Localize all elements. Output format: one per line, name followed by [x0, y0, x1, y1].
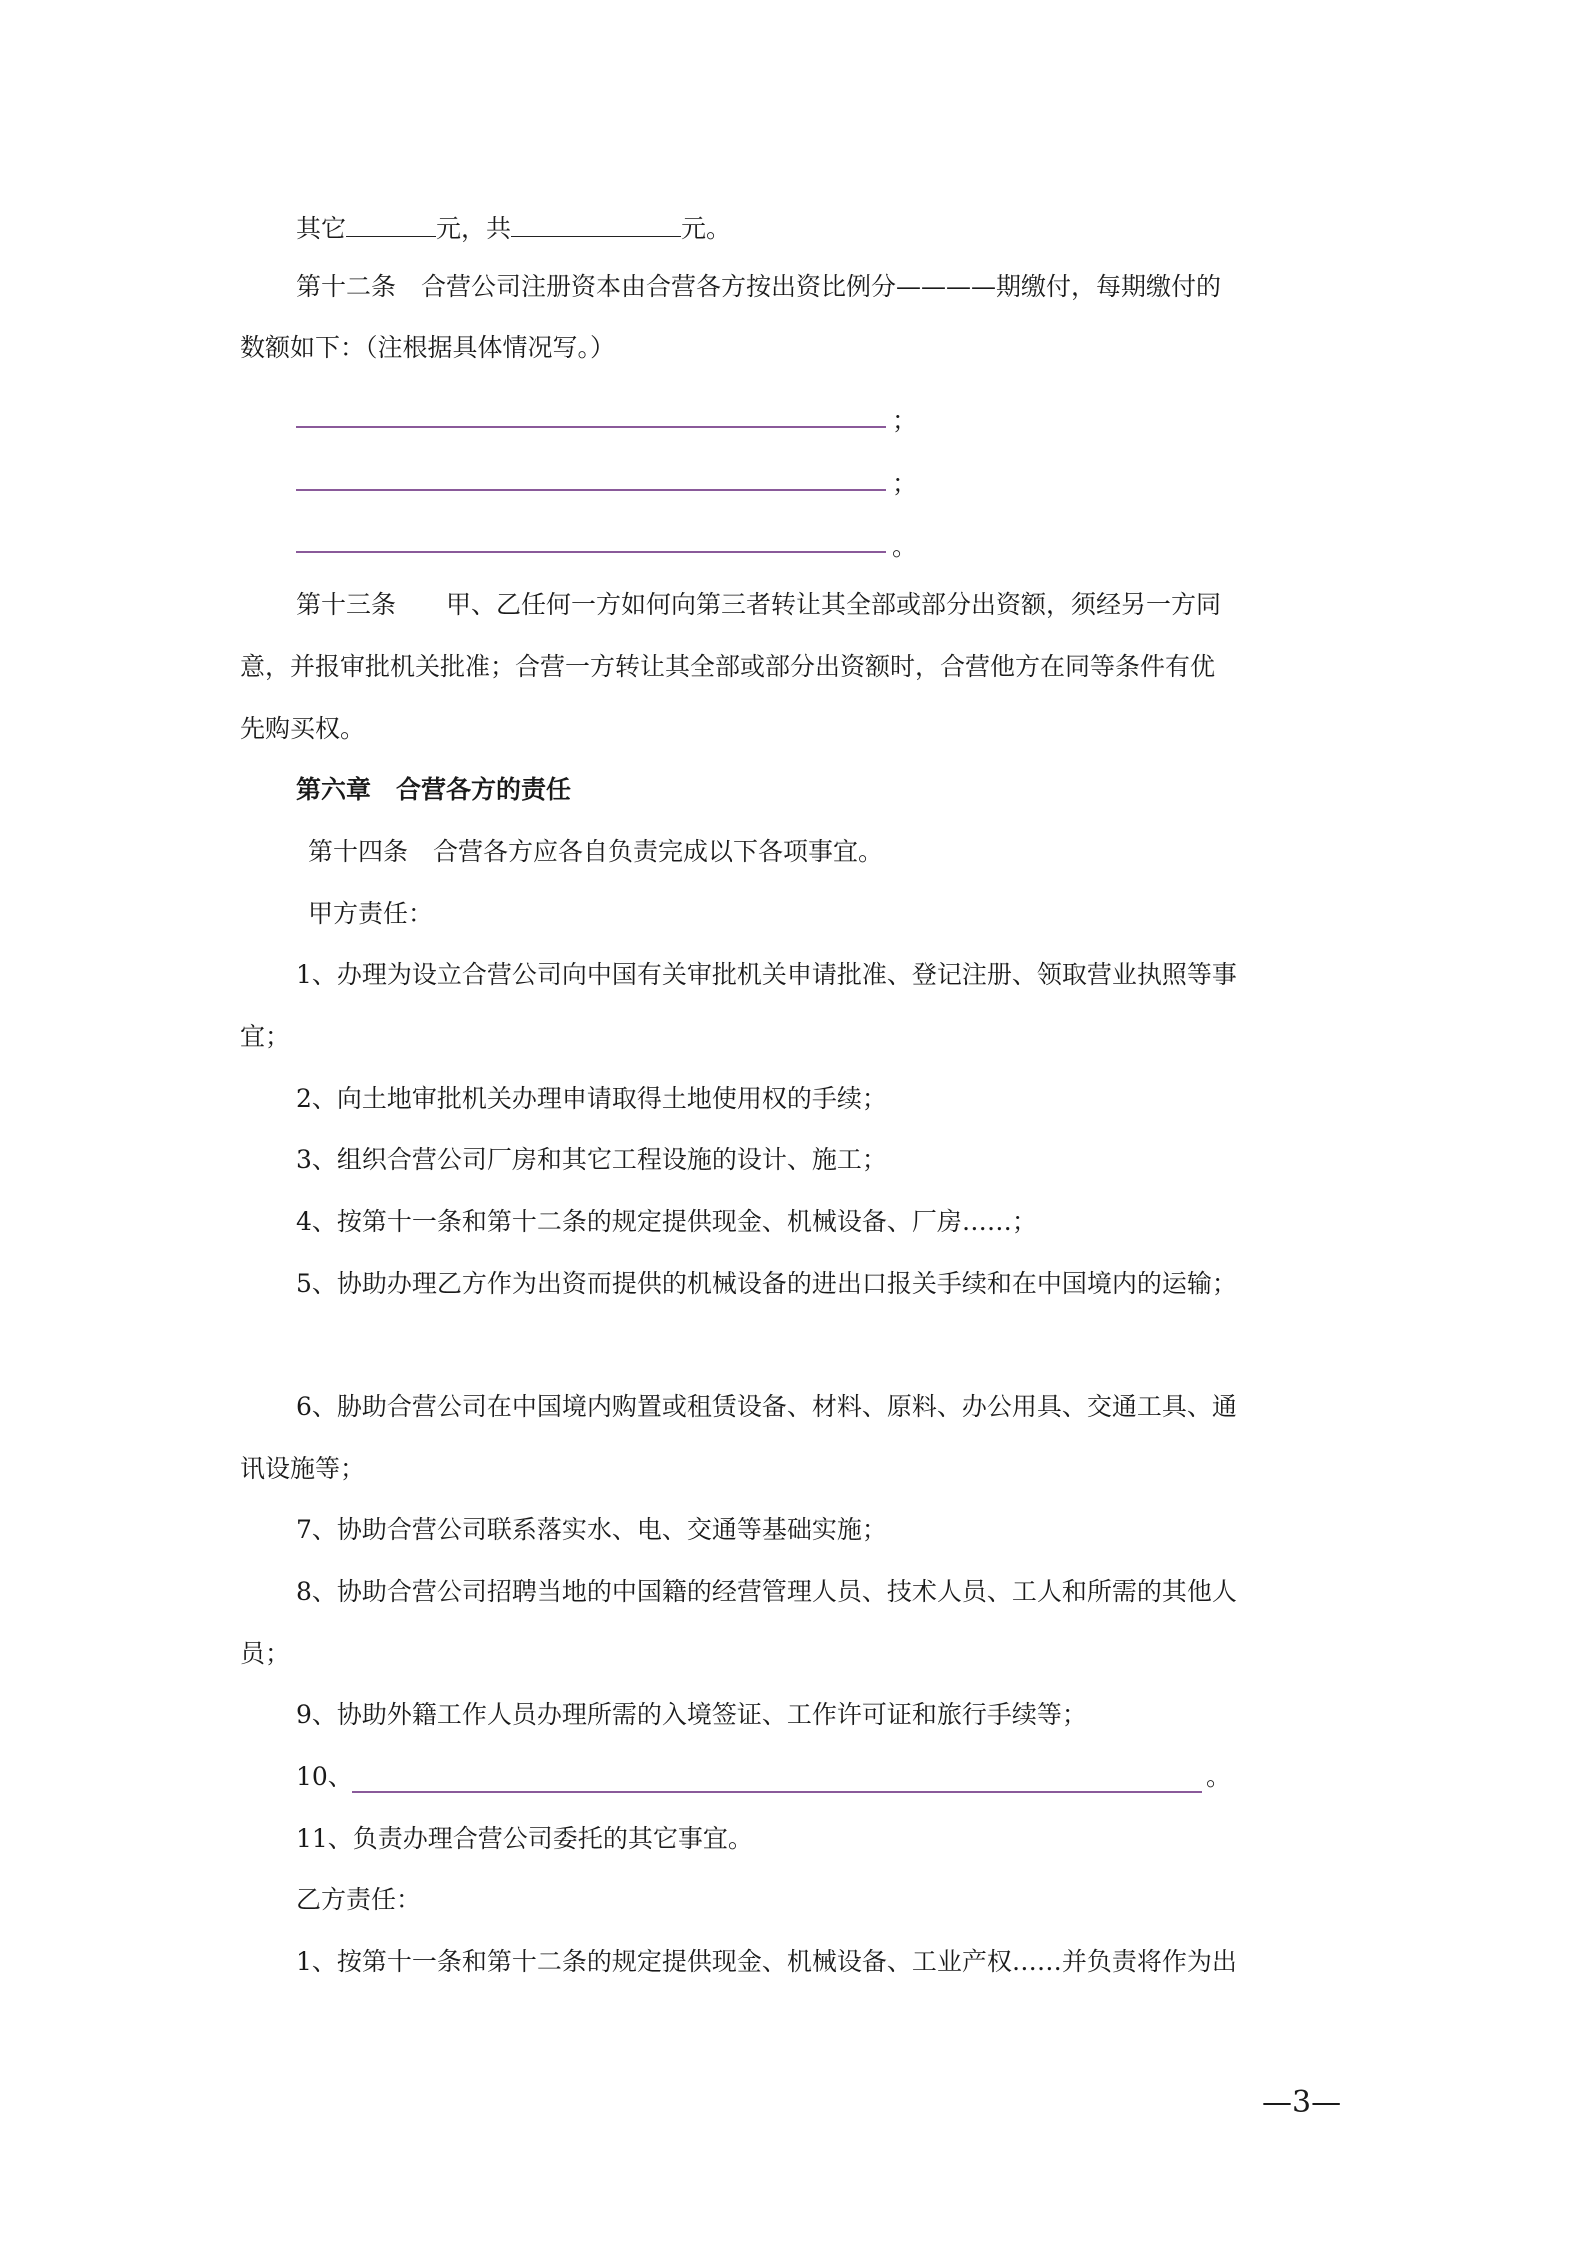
article-14: 第十四条 合营各方应各自负责完成以下各项事宜。: [308, 837, 884, 866]
article-12-line-2: 数额如下：（注根据具体情况写。）: [240, 333, 616, 362]
party-a-item-4: 4、按第十一条和第十二条的规定提供现金、机械设备、厂房……；: [296, 1207, 1037, 1236]
party-a-item-8-line-2: 员；: [240, 1639, 291, 1668]
text-segment: 其它: [296, 214, 347, 243]
fill-line: [296, 551, 886, 553]
fill-line: [296, 426, 886, 428]
party-a-item-9: 9、协助外籍工作人员办理所需的入境签证、工作许可证和旅行手续等；: [296, 1700, 1087, 1729]
party-a-item-5: 5、协助办理乙方作为出资而提供的机械设备的进出口报关手续和在中国境内的运输；: [296, 1269, 1237, 1298]
party-a-item-1-line-1: 1、办理为设立合营公司向中国有关审批机关申请批准、登记注册、领取营业执照等事: [296, 960, 1237, 989]
fill-line: [296, 489, 886, 491]
party-a-item-7: 7、协助合营公司联系落实水、电、交通等基础实施；: [296, 1515, 887, 1544]
semicolon: ；: [892, 406, 918, 435]
article-13-line-1: 第十三条 甲、乙任何一方如何向第三者转让其全部或部分出资额，须经另一方同: [296, 590, 1222, 619]
party-a-item-11: 11、负责办理合营公司委托的其它事宜。: [296, 1824, 753, 1853]
party-a-item-10-number: 10、: [296, 1762, 353, 1791]
period: 。: [892, 532, 918, 561]
semicolon: ；: [892, 469, 918, 498]
fill-line: [352, 1791, 1202, 1793]
party-a-heading: 甲方责任：: [308, 899, 434, 928]
article-13-line-2: 意，并报审批机关批准；合营一方转让其全部或部分出资额时，合营他方在同等条件有优: [240, 652, 1216, 681]
period: 。: [1206, 1762, 1232, 1791]
party-b-heading: 乙方责任：: [296, 1885, 422, 1914]
party-a-item-8-line-1: 8、协助合营公司招聘当地的中国籍的经营管理人员、技术人员、工人和所需的其他人: [296, 1577, 1237, 1606]
party-a-item-1-line-2: 宜；: [240, 1022, 291, 1051]
text-segment: 元，共: [436, 214, 512, 243]
page-number: —3—: [1262, 2085, 1342, 2120]
party-a-item-6-line-1: 6、胁助合营公司在中国境内购置或租赁设备、材料、原料、办公用具、交通工具、通: [296, 1392, 1237, 1421]
party-a-item-2: 2、向土地审批机关办理申请取得土地使用权的手续；: [296, 1084, 887, 1113]
party-b-item-1-line-1: 1、按第十一条和第十二条的规定提供现金、机械设备、工业产权……并负责将作为出: [296, 1947, 1237, 1976]
article-13-line-3: 先购买权。: [240, 714, 366, 743]
party-a-item-3: 3、组织合营公司厂房和其它工程设施的设计、施工；: [296, 1145, 887, 1174]
other-amount-line: [296, 208, 731, 246]
text-segment: 元。: [681, 214, 732, 243]
party-a-item-6-line-2: 讯设施等；: [240, 1454, 366, 1483]
article-12-line-1: 第十二条 合营公司注册资本由合营各方按出资比例分————期缴付，每期缴付的: [296, 272, 1222, 301]
blank-field: [511, 208, 681, 237]
chapter-6-heading: 第六章 合营各方的责任: [296, 775, 572, 804]
blank-field: [346, 208, 436, 237]
